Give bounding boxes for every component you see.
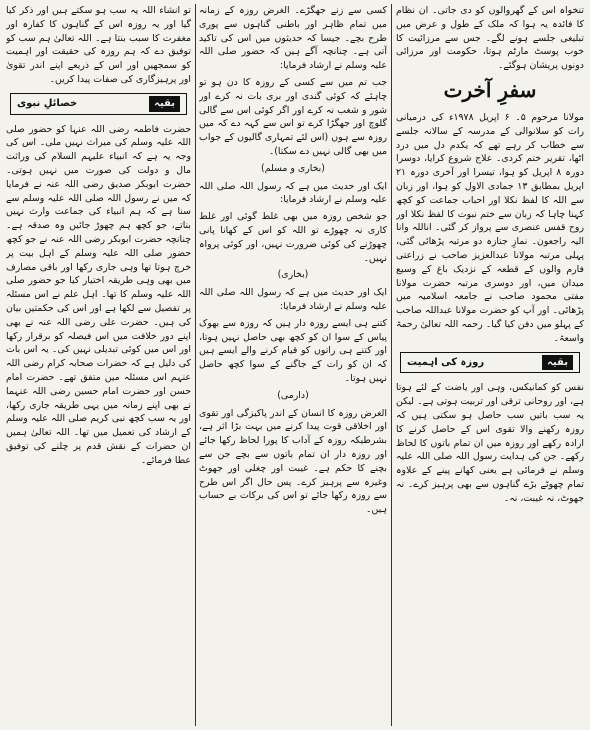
continued-label: بقیہ	[542, 355, 573, 371]
paragraph: مولانا مرحوم ۵۔ ۶ اپریل ۱۹۷۸ء کی درمیانی رات کو سلانوالی کے مدرسہ کے سالانہ جلسے سے خطاب کر رہے تھے کہ یکدم دل میں درد اٹھا، تقریر ختم کردی۔ علاج شروع کرایا، دوسرا دورہ ۸ اپریل کو ہوا، تیسرا اور آخری دورہ ۲۱ اپریل بمطابق ۱۳ جمادی الاول کو ہوا، اور زبان سے اللہ کا لفظ نکلا اور احباب جماعت کو کچھ کہنا چاہا کہ زبان سے ختم نبوت کا لفظ نکلا اور روح قفس عنصری سے پرواز کر گئی۔ اناللہ وانا الیہ راجعون۔ نمازِ جنازہ دو مرتبہ پڑھائی گئی، پہلی مرتبہ مولانا عبدالعزیز صاحب نے زراعتی فارم والوں کے قطعہ کے نزدیک باغ کے وسیع میدان میں، اور دوسری مرتبہ حضرت مولانا مفتی محمود صاحب نے جامعہ اسلامیہ میں پڑھائی۔ اور آپ کو حضرت مولانا عبداللہ صاحب کے پہلو میں دفن کیا گیا۔ رحمہ اللہ تعالیٰ رحمۃ واسعۃ۔	[396, 111, 584, 344]
continued-box	[10, 93, 187, 115]
paragraph: تو انشاء اللہ یہ سب ہو سکتے ہیں اور ذکر کیا گیا اور یہ روزہ اس کے گناہوں کا کفارہ اور مغفرت کا سبب بنتا ہے۔ اللہ تعالیٰ ہم سب کو توفیق دے کہ ہم روزہ کی حقیقت اور اہمیت کو سمجھیں اور اس کے ذریعے اپنے اندر تقویٰ اور پرہیزگاری کی صفات پیدا کریں۔	[6, 5, 191, 85]
paragraph: کسی سے زنے جھگڑے۔ الغرض روزہ کے زمانہ میں تمام ظاہر اور باطنی گناہوں سے پوری طرح بچے۔ جیسا کہ حدیثوں میں اس کی تاکید آتی ہے۔ چنانچہ آگے ہیں کہ حضور صلی اللہ علیہ وسلم نے ارشاد فرمایا:	[199, 5, 387, 72]
reference: (بخاری و مسلم)	[261, 162, 325, 174]
paragraph: ایک اور حدیث میں ہے کہ رسول اللہ صلی اللہ علیہ وسلم نے ارشاد فرمایا:	[199, 180, 387, 206]
left-column	[6, 4, 191, 726]
paragraph: ایک اور حدیث میں ہے کہ رسول اللہ صلی اللہ علیہ وسلم نے ارشاد فرمایا:	[199, 287, 387, 312]
hadith-quote: جو شخص روزہ میں بھی غلط گوئی اور غلط کاری نہ چھوڑے تو اللہ کو اس کے کھانا پانی چھوڑنے کی کوئی ضرورت نہیں، اور کوئی پرواہ نہیں۔	[199, 211, 387, 264]
continued-title: خصائلِ نبوی	[17, 97, 78, 109]
right-column	[396, 4, 584, 726]
paragraph: تنخواہ اس کے گھروالوں کو دی جاتی۔ ان نظام کا فائدہ یہ ہوا کہ ملک کے طول و عرض میں تبلیغی جلسے ہونے لگے۔ جس سے مرزائیت کا خوب پوسٹ مارٹم ہوتا، حکومت اور مرزائی دونوں پریشان ہوگئے۔	[396, 5, 584, 72]
paragraph: نفس کو کمانیکس، وہی اور یاضت کے لئے ہوتا ہے، اور روحانی ترقی اور تربیت ہوتی ہے۔ لیکن یہ سب باتیں سب حاصل ہو سکتی ہیں کہ روزہ رکھنے والا تقوی اس کے حاصل کرنے کا ارادہ رکھے اور روزہ میں ان تمام باتوں کا لحاظ رکھے۔ جن کی ہدایت رسول اللہ صلی اللہ علیہ وسلم نے فرمائی ہے یعنی کھانے پینے کے علاوہ تمام چھوٹے بڑے گناہوں سے بھی پرہیز کرے۔ نہ جھوٹ، نہ غیبت، نہ۔	[396, 382, 584, 504]
middle-column	[199, 4, 387, 726]
continued-label: بقیہ	[149, 96, 180, 112]
column-rule	[195, 4, 196, 726]
reference: (بخاری)	[277, 269, 309, 281]
paragraph: الغرض روزہ کا انسان کے اندر پاکیزگی اور تقوی اور اخلاقی قوت پیدا کرنے میں بہت بڑا اثر ہے، بشرطیکہ روزہ کے آداب کا پورا لحاظ رکھا جائے اور روزہ دار ان تمام باتوں سے بچے جن سے بچنے کا حکم ہے۔ غیبت اور چغلی اور جھوٹ وغیرہ سے پرہیز کرے۔ پس حال اگر اس طرح سے روزہ رکھا جائے تو اس کی برکات بے حساب ہیں۔	[199, 407, 387, 516]
continued-title: روزہ کی اہمیت	[407, 356, 485, 368]
section-heading: سفرِ آخرت	[443, 77, 537, 102]
paragraph: حضرت فاطمہ رضی اللہ عنہا کو حضور صلی اللہ علیہ وسلم کی میراث نہیں ملی۔ اس کی وجہ یہ ہے کہ انبیاء علیہم السلام کی وراثت مال و دولت کی صورت میں نہیں ہوتی۔ حضرت ابوبکر صدیق رضی اللہ عنہ نے فرمایا کہ میں نے رسول اللہ صلی اللہ علیہ وسلم سے سنا ہے کہ ہم انبیاء کی جماعت وارث نہیں بناتے، جو کچھ ہم چھوڑ جائیں وہ صدقہ ہے۔ چنانچہ حضرت ابوبکر رضی اللہ عنہ نے جو کچھ حضور صلی اللہ علیہ وسلم کے اہل بیت پر خرچ ہوتا تھا وہی جاری رکھا اور باقی مصارف میں بھی وہی طریقہ اختیار کیا جو حضور صلی اللہ علیہ وسلم کا تھا۔ اہل علم نے اس مسئلہ پر تفصیل سے لکھا ہے اور اس کی حکمتیں بیان کی ہیں۔ حضرت علی رضی اللہ عنہ نے بھی اپنے دور خلافت میں اس فیصلہ کو برقرار رکھا اور اس میں کوئی تبدیلی نہیں کی۔ یہ اس بات کی دلیل ہے کہ حضرات صحابہ کرام رضی اللہ عنہم اس مسئلہ میں متفق تھے۔ حضرت امام حسن اور حضرت امام حسین رضی اللہ عنہما نے بھی اپنے زمانہ میں یہی طریقہ جاری رکھا، اور یہ سب کچھ نبی کریم صلی اللہ علیہ وسلم کے ارشاد کی تعمیل میں تھا۔ اللہ تعالیٰ ہمیں ان حضرات کے نقش قدم پر چلنے کی توفیق عطا فرمائے۔	[6, 123, 191, 466]
reference: (دارمی)	[277, 389, 309, 401]
hadith-quote: جب تم میں سے کسی کے روزہ کا دن ہو تو چاہئے کہ کوئی گندی اور بری بات نہ کرے اور شور و شغب نہ کرے اور اگر کوئی اس سے گالی گلوچ اور جھگڑا کرے تو اس سے کہہ دے کہ میں روزہ سے ہوں (اس لئے تمہاری گالیوں کے جواب میں بھی گالی نہیں دے سکتا)۔	[199, 76, 387, 157]
hadith-quote: کتنے ہی ایسے روزہ دار ہیں کہ روزہ سے بھوک پیاس کے سوا ان کو کچھ بھی حاصل نہیں ہوتا، اور کتنے ہی راتوں کو قیام کرنے والے ایسے ہیں کہ ان کو رات کے جاگنے کے سوا کچھ حاصل نہیں ہوتا۔	[199, 317, 387, 384]
continued-box	[400, 352, 580, 374]
column-rule	[391, 4, 392, 726]
